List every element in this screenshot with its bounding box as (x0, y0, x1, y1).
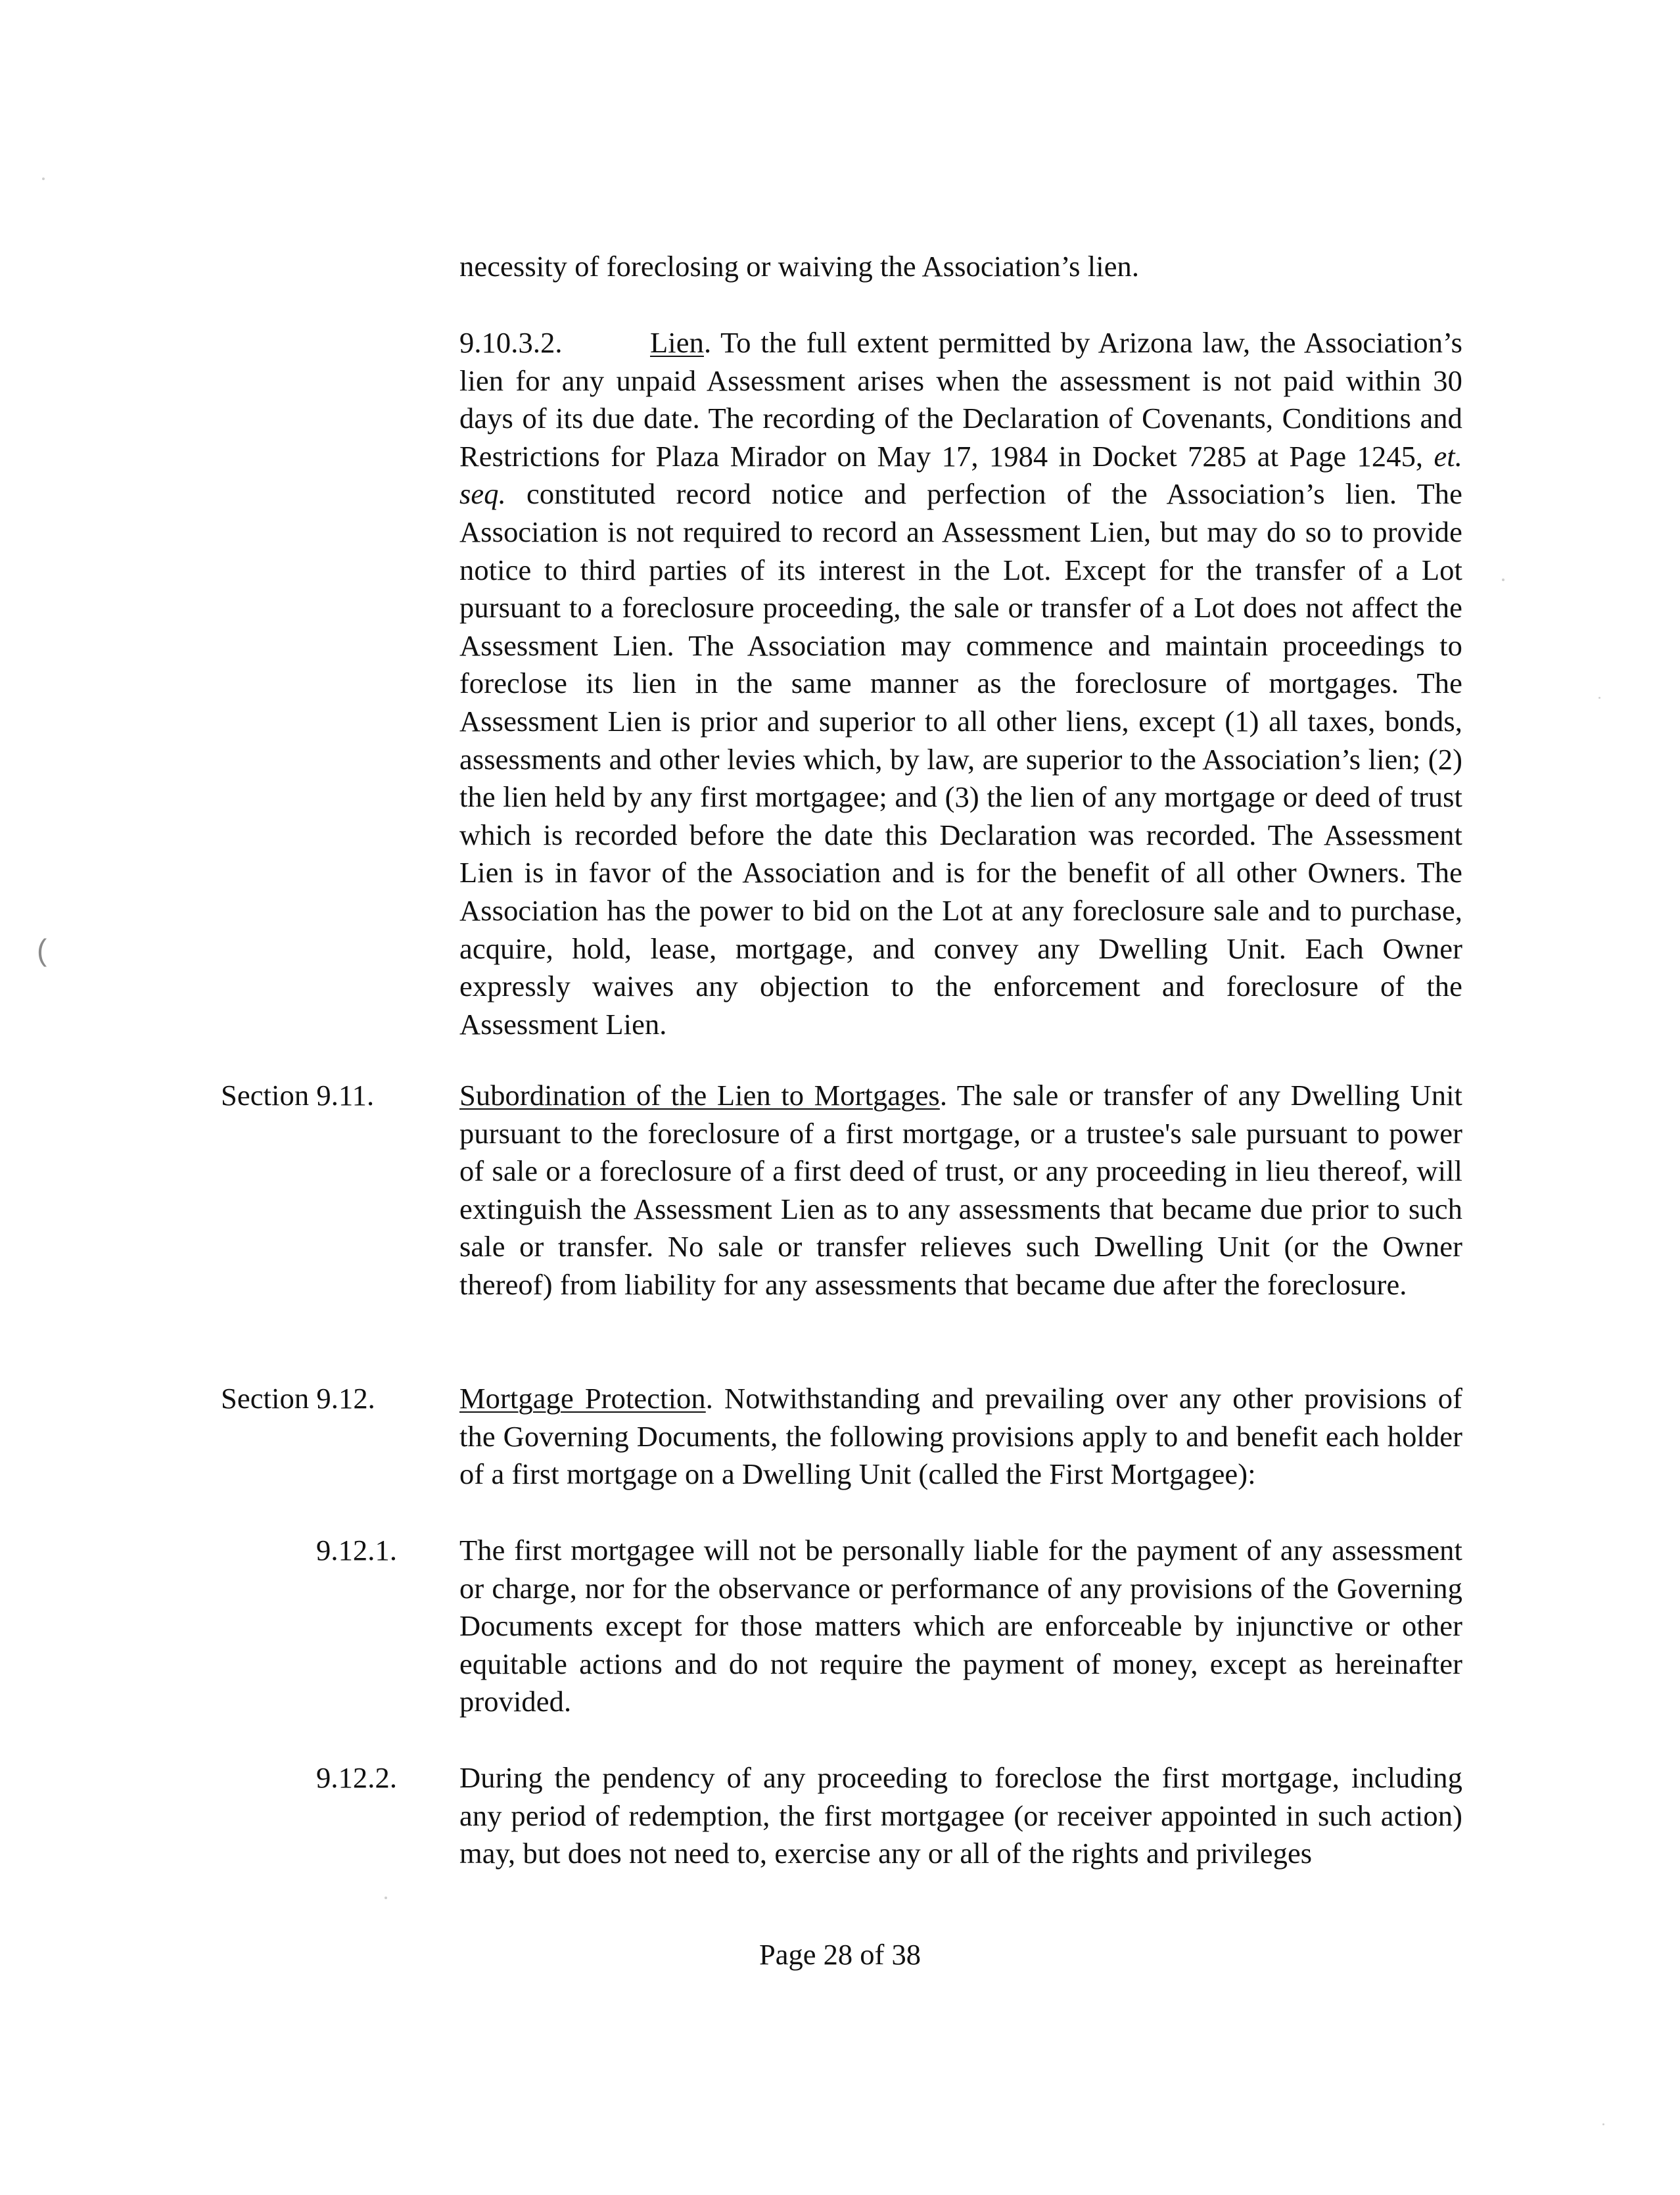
section-heading-subordination: Subordination of the Lien to Mortgages (459, 1079, 940, 1112)
intro-line (459, 248, 1462, 286)
section-label-9-11: Section 9.11. (221, 1079, 375, 1112)
paragraph-9-12-2: During the pendency of any proceeding to foreclose the first mortgage, including any period of redemption, the first mortgagee (or receiver appointed in such action) may, but does not need to, exercise any or all of the rights and privileges (459, 1761, 1462, 1870)
paragraph-text-continued: constituted record notice and perfection of the Association’s lien. The Association is not required to record an Assessment Lien, but may do so to provide notice to third parties of its interest in the Lot. Except for the transfer of a Lot pursuant to a foreclosure proceeding, the sale or transfer of a Lot does not affect the Assessment Lien. The Association may commence and maintain proceedings to foreclose its lien in the same manner as the foreclosure of mortgages. The Assessment Lien is prior and superior to all other liens, except (1) all taxes, bonds, assessments and other levies which, by law, are superior to the Association’s lien; (2) the lien held by any first mortgagee; and (3) the lien of any mortgage or deed of trust which is recorded before the date this Declaration was recorded. The Assessment Lien is in favor of the Association and is for the benefit of all other Owners. The Association has the power to bid on the Lot at any foreclosure sale and to purchase, acquire, hold, lease, mortgage, and convey any Dwelling Unit. Each Owner expressly waives any objection to the enforcement and foreclosure of the Assessment Lien. (459, 477, 1462, 1041)
scan-speck (1502, 578, 1505, 581)
section-text: . The sale or transfer of any Dwelling Unit pursuant to the foreclosure of a first mortgage, or a trustee's sale pursuant to power of sale or a foreclosure of a first deed of trust, or any proceeding in lieu thereof, will extinguish the Assessment Lien as to any assessments that became due prior to such sale or transfer. No sale or transfer relieves such Dwelling Unit (or the Owner thereof) from liability for any assessments that became due after the foreclosure. (459, 1079, 1463, 1301)
section-label-9-12: Section 9.12. (221, 1382, 375, 1415)
section-text: . Notwithstanding and prevailing over any other provisions of the Governing Documents, the following provisions apply to and benefit each holder of a first mortgage on a Dwelling Unit (called the First Mortgagee): (459, 1382, 1462, 1491)
paragraph-number: 9.10.3.2. (459, 326, 563, 359)
paragraph-9-10-3-2 (459, 324, 1462, 1043)
scan-speck (1602, 2123, 1604, 2125)
paragraph-9-12-1: The first mortgagee will not be personally liable for the payment of any assessment or charge, nor for the observance or performance of any provisions of the Governing Documents except for those matters which are enforceable by injunctive or other equitable actions and do not require the payment of money, except as hereinafter provided. (459, 1534, 1462, 1718)
intro-line-text: necessity of foreclosing or waiving the Association’s lien. (459, 250, 1140, 283)
paragraph-number-9-12-1: 9.12.1. (316, 1534, 398, 1567)
scan-speck (1598, 697, 1600, 699)
paragraph-italic: et. seq. (459, 439, 1462, 511)
paragraph-heading-lien: Lien (650, 326, 704, 359)
margin-mark: ( (37, 933, 47, 967)
section-9-12-body (459, 1380, 1462, 1494)
page-number-footer: Page 28 of 38 (759, 1938, 921, 1971)
paragraph-text: . To the full extent permitted by Arizona law, the Association’s lien for any unpaid Assessment arises when the assessment is not paid within 30 days of its due date. The recording of the Declaration of Covenants, Conditions and Restrictions for Plaza Mirador on May 17, 1984 in Docket 7285 at Page 1245, (459, 326, 1462, 473)
scan-speck (42, 177, 45, 180)
section-heading-mortgage-protection: Mortgage Protection (459, 1382, 706, 1415)
scan-speck (385, 1897, 387, 1899)
section-9-11-body (459, 1077, 1462, 1304)
paragraph-number-9-12-2: 9.12.2. (316, 1761, 398, 1794)
